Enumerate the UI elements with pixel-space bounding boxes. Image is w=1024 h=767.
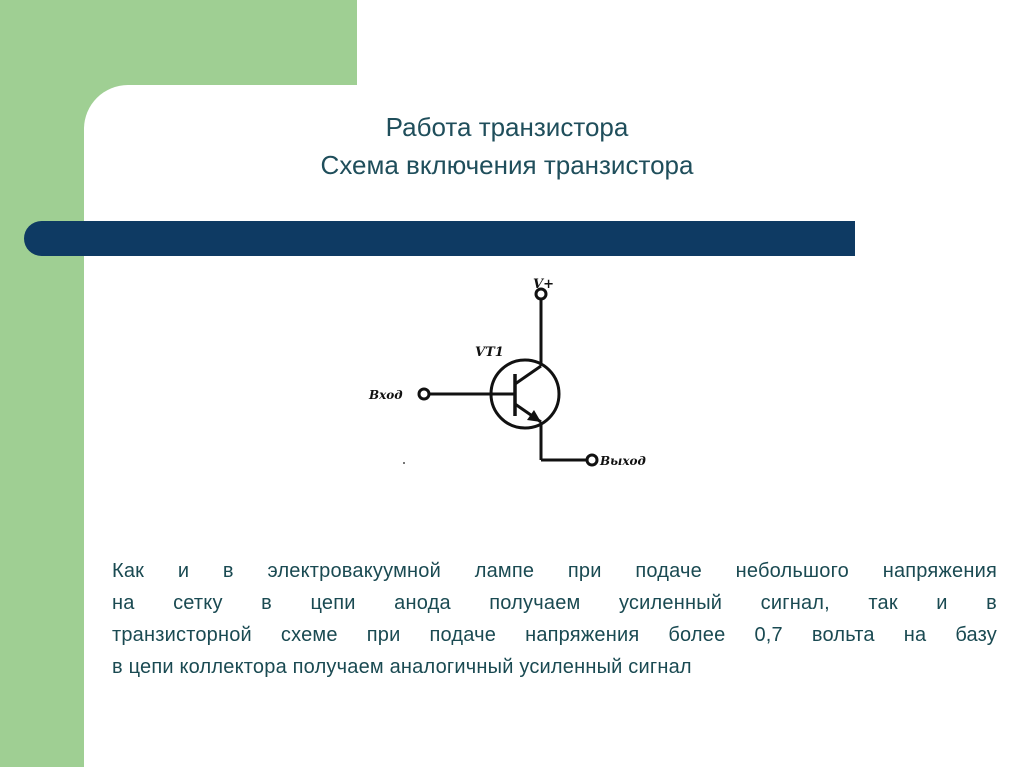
body-line-1: Как и в электровакуумной лампе при подаче небольшого напряжения: [112, 560, 997, 582]
stray-dot: [403, 462, 405, 464]
emitter-arrow: [527, 410, 541, 422]
transistor-label: VT1: [475, 345, 504, 360]
title-divider-bar: [24, 221, 855, 256]
input-terminal: [419, 389, 429, 399]
body-paragraph: [112, 555, 997, 683]
title-line-2: Схема включения транзистора: [320, 150, 694, 180]
collector-lead: [515, 366, 541, 384]
title-line-1: Работа транзистора: [385, 112, 629, 142]
output-terminal: [587, 455, 597, 465]
slide-title: [150, 108, 864, 184]
output-label: Выход: [600, 454, 646, 468]
supply-label: V+: [533, 277, 554, 292]
input-label: Вход: [369, 388, 403, 402]
body-line-2: на сетку в цепи анода получаем усиленный сигнал, так и в: [112, 592, 997, 614]
body-line-4: в цепи коллектора получаем аналогичный усиленный сигнал: [112, 656, 692, 678]
transistor-circuit-diagram: [355, 270, 685, 480]
body-line-3: транзисторной схеме при подаче напряжения более 0,7 вольта на базу: [112, 624, 997, 646]
